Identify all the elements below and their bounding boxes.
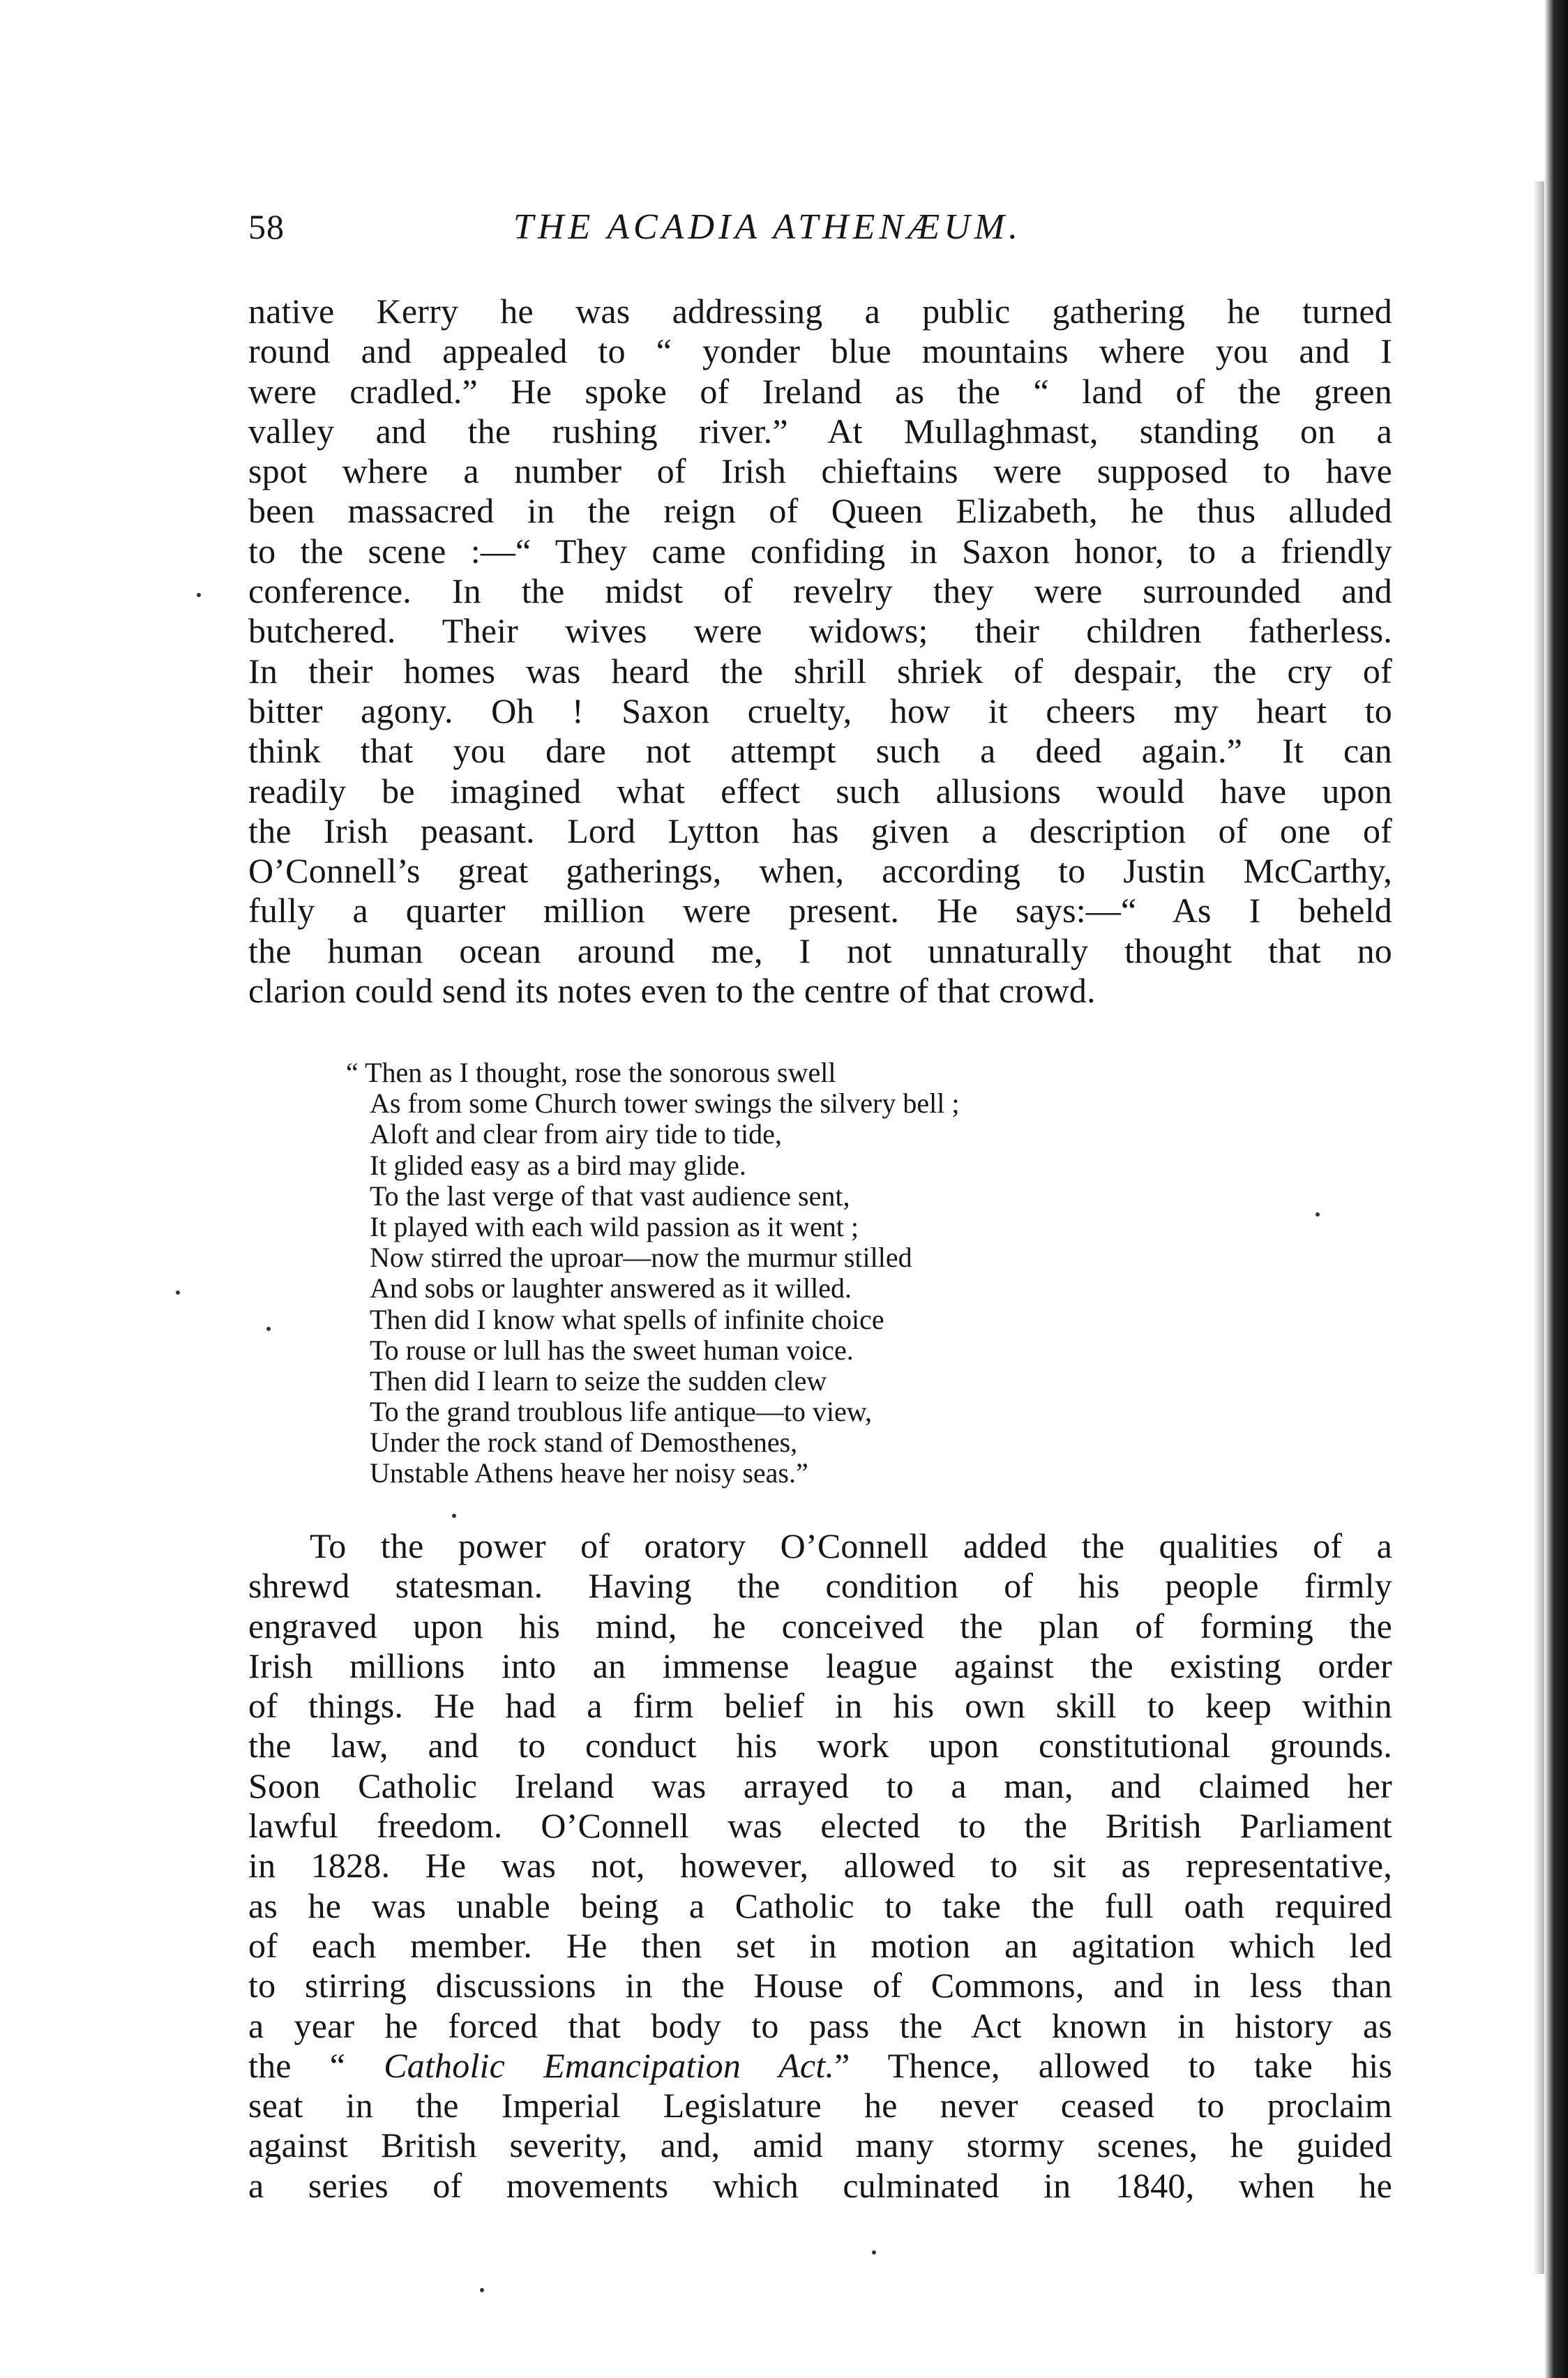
text-line: round and appealed to “ yonder blue mountains where you and I [248, 331, 1392, 371]
print-speck [452, 1514, 456, 1518]
text-line: the law, and to conduct his work upon constitutional grounds. [248, 1726, 1392, 1766]
act-title: Catholic Emancipation Act. [384, 2045, 835, 2085]
text-line: clarion could send its notes even to the centre of that crowd. [248, 971, 1096, 1011]
page-header [248, 206, 1392, 255]
poem-line: It played with each wild passion as it went ; [370, 1210, 859, 1242]
text-line: Irish millions into an immense league against the existing order [248, 1646, 1392, 1685]
text-line: shrewd statesman. Having the condition of his people firmly [248, 1566, 1392, 1606]
poem-line: Aloft and clear from airy tide to tide, [370, 1118, 782, 1150]
paragraph-1 [248, 292, 1392, 1011]
text-line: bitter agony. Oh ! Saxon cruelty, how it cheers my heart to [248, 691, 1392, 730]
running-title: THE ACADIA ATHENÆUM. [513, 207, 1023, 247]
text-line [248, 2046, 1392, 2086]
text-line: Soon Catholic Ireland was arrayed to a man, and claimed her [248, 1766, 1392, 1805]
poem-line: Now stirred the uproar—now the murmur stilled [370, 1242, 912, 1274]
poem-line: It glided easy as a bird may glide. [370, 1149, 746, 1181]
print-speck [176, 1290, 180, 1295]
text-line: butchered. Their wives were widows; their children fatherless. [248, 611, 1392, 651]
poem-line: Then did I learn to seize the sudden clew [370, 1364, 827, 1397]
text-line: against British severity, and, amid many stormy scenes, he guided [248, 2125, 1392, 2165]
poem-line: To the last verge of that vast audience sent, [370, 1180, 850, 1212]
poem-line: “ Then as I thought, rose the sonorous swell [346, 1057, 836, 1088]
text-line: spot where a number of Irish chieftains were supposed to have [248, 451, 1392, 491]
text-line: seat in the Imperial Legislature he never ceased to proclaim [248, 2086, 1392, 2125]
text-line: in 1828. He was not, however, allowed to sit as representative, [248, 1846, 1392, 1886]
text-fragment: ” Thence, allowed to take his [834, 2045, 1392, 2085]
poem-quotation [346, 1057, 1346, 1489]
print-speck [872, 2250, 876, 2255]
poem-line: Then did I know what spells of infinite choice [370, 1303, 884, 1335]
book-binding-edge [1544, 0, 1568, 2378]
page-edge-shading [1533, 181, 1544, 2274]
poem-line: To the grand troublous life antique—to view, [370, 1396, 872, 1428]
text-line: to stirring discussions in the House of Commons, and in less than [248, 1966, 1392, 2006]
text-line: conference. In the midst of revelry they were surrounded and [248, 571, 1392, 611]
text-line: To the power of oratory O’Connell added the qualities of a [310, 1526, 1392, 1565]
poem-line: As from some Church tower swings the silvery bell ; [370, 1088, 960, 1120]
text-line: the human ocean around me, I not unnaturally thought that no [248, 931, 1392, 970]
paragraph-2 [248, 1526, 1392, 2206]
print-speck [266, 1327, 271, 1331]
text-line: native Kerry he was addressing a public gathering he turned [248, 292, 1392, 331]
text-line: to the scene :—“ They came confiding in Saxon honor, to a friendly [248, 531, 1392, 571]
text-line: were cradled.” He spoke of Ireland as the “ land of the green [248, 371, 1392, 411]
text-line: In their homes was heard the shrill shriek of despair, the cry of [248, 651, 1392, 691]
print-speck [1316, 1212, 1320, 1217]
print-speck [480, 2288, 484, 2292]
text-line: a series of movements which culminated in 1840, when he [248, 2165, 1392, 2205]
text-line: O’Connell’s great gatherings, when, according to Justin McCarthy, [248, 851, 1392, 891]
text-fragment: the “ [248, 2045, 384, 2085]
text-line: engraved upon his mind, he conceived the plan of forming the [248, 1606, 1392, 1646]
text-line: valley and the rushing river.” At Mullaghmast, standing on a [248, 411, 1392, 451]
text-line: think that you dare not attempt such a deed again.” It can [248, 731, 1392, 771]
print-speck [197, 593, 201, 597]
poem-line: To rouse or lull has the sweet human voice. [370, 1334, 854, 1366]
text-line: of things. He had a firm belief in his own skill to keep within [248, 1686, 1392, 1726]
text-line: been massacred in the reign of Queen Elizabeth, he thus alluded [248, 491, 1392, 531]
poem-line: And sobs or laughter answered as it willed. [370, 1272, 852, 1304]
text-line: a year he forced that body to pass the Act known in history as [248, 2006, 1392, 2045]
text-line: lawful freedom. O’Connell was elected to the British Parliament [248, 1806, 1392, 1846]
text-line: of each member. He then set in motion an agitation which led [248, 1925, 1392, 1965]
text-line: as he was unable being a Catholic to take the full oath required [248, 1886, 1392, 1925]
text-line: readily be imagined what effect such allusions would have upon [248, 771, 1392, 811]
text-line: the Irish peasant. Lord Lytton has given a description of one of [248, 811, 1392, 850]
poem-line: Unstable Athens heave her noisy seas.” [370, 1457, 808, 1489]
page-number: 58 [248, 207, 285, 246]
text-line: fully a quarter million were present. He says:—“ As I beheld [248, 891, 1392, 931]
poem-line: Under the rock stand of Demosthenes, [370, 1427, 798, 1459]
